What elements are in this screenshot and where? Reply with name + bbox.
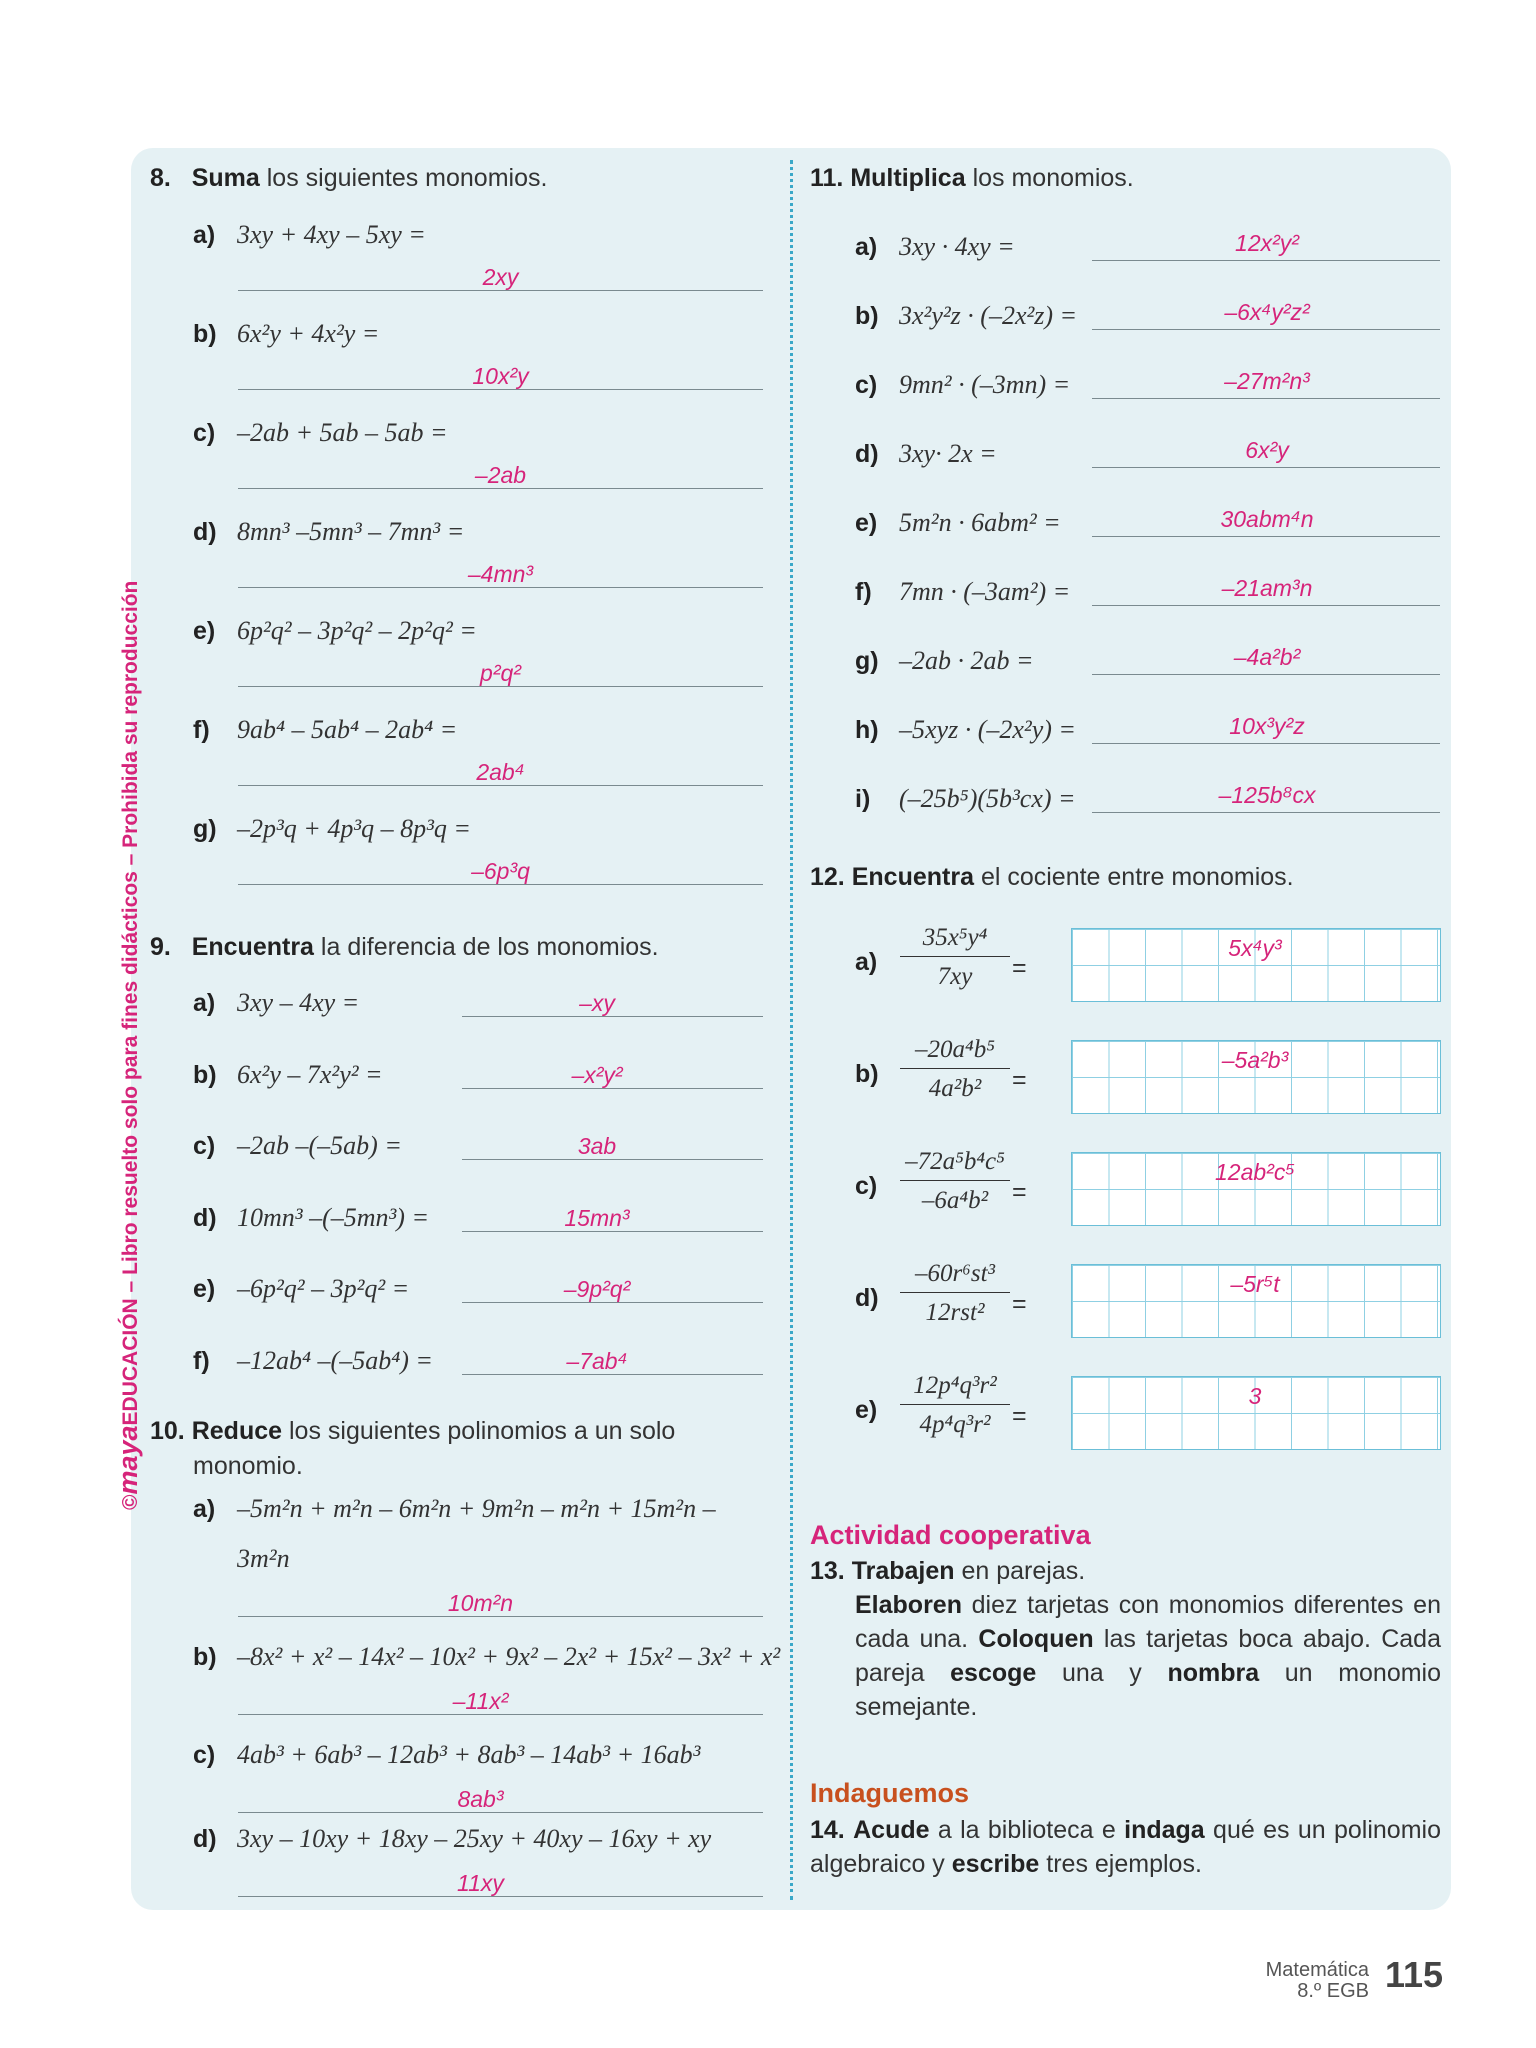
item-expression: 3xy – 4xy = <box>237 988 360 1017</box>
item-expression: –2ab –(–5ab) = <box>237 1131 402 1160</box>
answer-text: –x²y² <box>571 1061 623 1088</box>
answer-text: –7ab⁴ <box>566 1347 628 1374</box>
column-divider <box>790 160 793 1900</box>
q8-item <box>193 517 464 547</box>
q9-item <box>193 1131 402 1161</box>
item-label: d) <box>193 1825 217 1853</box>
q8-item <box>193 814 471 844</box>
answer-text: –5r⁵t <box>1230 1271 1280 1297</box>
fraction-denominator: 12rst² <box>925 1299 985 1326</box>
q8-item <box>193 418 448 448</box>
answer-text: 30abm⁴n <box>1220 506 1314 532</box>
q13-paragraph <box>855 1588 1441 1724</box>
answer-text: 10m²n <box>447 1590 514 1616</box>
q13-heading <box>810 1557 1085 1586</box>
side-copyright <box>113 510 144 1510</box>
item-expression: –12ab⁴ –(–5ab⁴) = <box>237 1345 433 1375</box>
item-label: c) <box>193 419 216 447</box>
fraction-denominator: –6a⁴b² <box>921 1187 989 1214</box>
q11-item <box>855 301 1077 331</box>
item-label: e) <box>855 509 878 537</box>
indag-title: Indaguemos <box>810 1778 970 1808</box>
item-label: b) <box>193 1643 217 1671</box>
item-label: b) <box>193 1060 217 1089</box>
item-label: d) <box>193 1203 217 1232</box>
q13-escoge: escoge <box>950 1659 1037 1687</box>
q10-item <box>193 1740 700 1770</box>
q8-item <box>193 319 379 349</box>
answer-text: 10x²y <box>472 363 529 389</box>
fraction <box>900 924 1010 991</box>
item-expression: –5m²n + m²n – 6m²n + 9m²n – m²n + 15m²n – <box>237 1494 716 1523</box>
q10-text: los siguientes polinomios a un solo <box>288 1417 676 1445</box>
q11-item <box>855 646 1034 676</box>
q13-p3: una y <box>1061 1659 1142 1687</box>
answer-text: 12x²y² <box>1235 230 1299 256</box>
answer-line <box>1092 812 1440 813</box>
q8-item <box>193 220 426 250</box>
q14-number: 14. <box>810 1816 845 1844</box>
answer-text: –4mn³ <box>467 561 534 587</box>
answer-text: –4a²b² <box>1233 644 1301 670</box>
answer-text: –9p²q² <box>563 1276 631 1302</box>
fraction-numerator: –20a⁴b⁵ <box>900 1036 1010 1069</box>
footer-subject <box>1266 1960 1369 2002</box>
answer-text: p²q² <box>480 660 521 686</box>
q8-heading <box>150 164 547 193</box>
item-expression: –2ab + 5ab – 5ab = <box>237 418 448 447</box>
q9-item <box>193 1274 409 1304</box>
q9-item <box>193 1060 383 1090</box>
answer-text: –6x⁴y²z² <box>1224 299 1310 325</box>
copyright-symbol: © <box>119 1494 142 1510</box>
answer-text: –125b⁸cx <box>1218 782 1316 808</box>
q12-heading <box>810 863 1294 892</box>
item-label: f) <box>193 716 210 744</box>
page-number: 115 <box>1385 1954 1444 1995</box>
item-expression: 3x²y²z · (–2x²z) = <box>899 301 1078 330</box>
item-label: f) <box>855 578 872 606</box>
answer-line <box>1092 605 1440 606</box>
q9-item <box>193 1346 433 1376</box>
item-expression: 6x²y + 4x²y = <box>237 319 380 348</box>
q8-number: 8. <box>150 164 171 192</box>
footer-subject-text: Matemática <box>1265 1959 1369 1981</box>
item-label: e) <box>855 1396 878 1424</box>
answer-text: –27m²n³ <box>1224 368 1310 394</box>
answer-text: –6p³q <box>471 858 530 884</box>
answer-text: 3ab <box>577 1133 617 1159</box>
q11-number: 11. <box>810 164 844 192</box>
item-label: a) <box>193 221 216 249</box>
fraction-numerator: –72a⁵b⁴c⁵ <box>900 1148 1010 1181</box>
item-expression: 3xy + 4xy – 5xy = <box>237 220 426 249</box>
coop-title: Actividad cooperativa <box>810 1520 1091 1550</box>
q13-p2: las tarjetas boca abajo. Cada pareja <box>855 1625 1441 1687</box>
q9-number: 9. <box>150 933 171 961</box>
q11-heading <box>810 164 1134 193</box>
item-expression: 6x²y – 7x²y² = <box>237 1059 383 1089</box>
q13-nombra: nombra <box>1167 1659 1260 1687</box>
q9-verb: Encuentra <box>191 933 314 961</box>
answer-text: 5x⁴y³ <box>1228 935 1282 961</box>
q9-item <box>193 1203 429 1233</box>
fraction <box>900 1260 1010 1327</box>
q11-verb: Multiplica <box>850 164 966 192</box>
item-label: b) <box>193 320 217 348</box>
q10-item <box>193 1494 716 1524</box>
q10-item-cont <box>237 1544 290 1574</box>
item-expression: 9mn² · (–3mn) = <box>899 370 1071 399</box>
item-label: b) <box>855 1060 879 1088</box>
q12-item-label <box>855 1172 899 1201</box>
item-expression: 3xy – 10xy + 18xy – 25xy + 40xy – 16xy + xy <box>237 1824 712 1853</box>
item-label: c) <box>193 1741 216 1769</box>
item-expression: –6p²q² – 3p²q² = <box>237 1274 410 1303</box>
answer-line <box>1092 260 1440 261</box>
q13-elaboren: Elaboren <box>855 1591 962 1619</box>
answer-text: –5a²b³ <box>1221 1047 1289 1073</box>
q13-number: 13. <box>810 1557 845 1585</box>
answer-line <box>1092 743 1440 744</box>
fraction <box>900 1372 1010 1439</box>
answer-line <box>1092 674 1440 675</box>
q13-p1: diez tarjetas con monomios diferentes en cada una. <box>855 1591 1441 1653</box>
item-label: e) <box>193 617 216 645</box>
equals-sign: = <box>1012 954 1027 982</box>
item-expression: –2p³q + 4p³q – 8p³q = <box>237 814 471 843</box>
equals-sign: = <box>1012 1290 1027 1318</box>
answer-text: 15mn³ <box>564 1204 630 1231</box>
fraction-denominator: 4a²b² <box>928 1075 982 1102</box>
q12-item-label <box>855 1284 899 1313</box>
item-expression: 10mn³ –(–5mn³) = <box>237 1202 430 1232</box>
item-expression: 8mn³ –5mn³ – 7mn³ = <box>237 517 465 546</box>
answer-text: 3 <box>1248 1383 1262 1409</box>
item-label: b) <box>855 302 879 330</box>
q9-item <box>193 988 359 1018</box>
fraction-denominator: 4p⁴q³r² <box>919 1411 991 1438</box>
answer-text: 10x³y²z <box>1229 713 1305 739</box>
q12-verb: Encuentra <box>851 863 974 891</box>
item-label: f) <box>193 1346 210 1375</box>
q13-verb: Trabajen <box>851 1557 955 1585</box>
q11-item <box>855 577 1070 607</box>
answer-line <box>1092 329 1440 330</box>
q10-number: 10. <box>150 1417 185 1445</box>
q14-paragraph <box>810 1813 1441 1881</box>
item-expression: 6p²q² – 3p²q² – 2p²q² = <box>237 616 477 645</box>
item-expression: (–25b⁵)(5b³cx) = <box>899 784 1076 813</box>
item-label: d) <box>855 440 879 468</box>
answer-text: 2xy <box>482 264 519 290</box>
answer-text: 12ab²c⁵ <box>1215 1159 1295 1185</box>
q10-heading-cont: monomio. <box>193 1452 303 1480</box>
item-label: c) <box>855 1172 878 1200</box>
item-label: i) <box>855 785 871 813</box>
item-label: a) <box>193 989 216 1017</box>
fraction-numerator: 12p⁴q³r² <box>900 1372 1010 1405</box>
q14-escribe: escribe <box>951 1850 1040 1878</box>
q12-text: el cociente entre monomios. <box>980 863 1294 891</box>
answer-text: 8ab³ <box>457 1786 504 1812</box>
item-expression: 3xy · 4xy = <box>899 232 1015 261</box>
q10-heading <box>150 1417 675 1446</box>
item-label: d) <box>193 518 217 546</box>
item-label: d) <box>855 1284 879 1312</box>
item-expression: 5m²n · 6abm² = <box>899 508 1061 537</box>
item-label: c) <box>193 1132 216 1160</box>
equals-sign: = <box>1012 1178 1027 1206</box>
q12-item-label <box>855 948 899 977</box>
q12-item-label <box>855 1060 899 1089</box>
item-expression: 9ab⁴ – 5ab⁴ – 2ab⁴ = <box>237 715 458 744</box>
q8-verb: Suma <box>191 164 260 192</box>
answer-text: –2ab <box>474 462 527 488</box>
q8-text: los siguientes monomios. <box>266 164 548 192</box>
item-label: a) <box>193 1495 216 1523</box>
q11-item <box>855 439 997 469</box>
fraction <box>900 1036 1010 1103</box>
item-label: e) <box>193 1275 216 1303</box>
q10-item <box>193 1642 780 1672</box>
answer-text: –xy <box>579 990 615 1016</box>
q11-item <box>855 232 1015 262</box>
item-label: a) <box>855 948 878 976</box>
item-expression: 7mn · (–3am²) = <box>899 577 1071 606</box>
answer-line <box>1092 536 1440 537</box>
footer-grade: 8.º EGB <box>1297 1980 1369 2002</box>
item-expression: –8x² + x² – 14x² – 10x² + 9x² – 2x² + 15x² – 3x² + x² <box>237 1642 781 1671</box>
answer-line <box>1092 467 1440 468</box>
item-expression: 4ab³ + 6ab³ – 12ab³ + 8ab³ – 14ab³ + 16ab³ <box>237 1740 701 1769</box>
fraction-numerator: 35x⁵y⁴ <box>900 924 1010 957</box>
q12-number: 12. <box>810 863 845 891</box>
q13-coloquen: Coloquen <box>978 1625 1094 1653</box>
item-expression: –2ab · 2ab = <box>899 646 1034 675</box>
q11-item <box>855 508 1061 538</box>
q10-verb: Reduce <box>191 1417 283 1445</box>
item-label: h) <box>855 716 879 744</box>
item-expression: 3xy· 2x = <box>899 439 997 468</box>
fraction-numerator: –60r⁶st³ <box>900 1260 1010 1293</box>
equals-sign: = <box>1012 1066 1027 1094</box>
item-label: a) <box>855 233 878 261</box>
q9-text: la diferencia de los monomios. <box>320 933 659 961</box>
q14-indaga: indaga <box>1124 1816 1205 1844</box>
answer-text: –21am³n <box>1221 575 1313 601</box>
item-expression-cont: 3m²n <box>237 1544 290 1573</box>
q9-heading <box>150 933 659 962</box>
answer-text: 6x²y <box>1245 437 1289 463</box>
q11-item <box>855 784 1076 814</box>
equals-sign: = <box>1012 1402 1027 1430</box>
q14-a: a la biblioteca e <box>937 1816 1116 1844</box>
answer-text: 2ab⁴ <box>476 759 525 785</box>
item-label: g) <box>193 815 217 843</box>
q14-e: tres ejemplos. <box>1046 1850 1202 1878</box>
q13-text: en parejas. <box>961 1557 1086 1585</box>
q8-item <box>193 616 477 646</box>
q14-c: qué es un polinomio algebraico y <box>810 1816 1441 1878</box>
q11-text: los monomios. <box>972 164 1134 192</box>
q8-item <box>193 715 457 745</box>
q11-item <box>855 370 1070 400</box>
copyright-text: EDUCACIÓN – Libro resuelto solo para fines didácticos – Prohibida su reproducción <box>119 580 142 1426</box>
q14-verb: Acude <box>853 1816 930 1844</box>
answer-text: –11x² <box>452 1688 509 1714</box>
item-expression: –5xyz · (–2x²y) = <box>899 715 1076 744</box>
q10-item <box>193 1824 711 1854</box>
answer-line <box>1092 398 1440 399</box>
answer-text: 11xy <box>457 1870 504 1896</box>
fraction-denominator: 7xy <box>937 963 973 990</box>
q11-item <box>855 715 1076 745</box>
item-label: c) <box>855 371 878 399</box>
maya-logo: maya <box>113 1425 143 1495</box>
fraction <box>900 1148 1010 1215</box>
q12-item-label <box>855 1396 899 1425</box>
q13-p4: un monomio semejante. <box>855 1659 1442 1721</box>
item-label: g) <box>855 647 879 675</box>
